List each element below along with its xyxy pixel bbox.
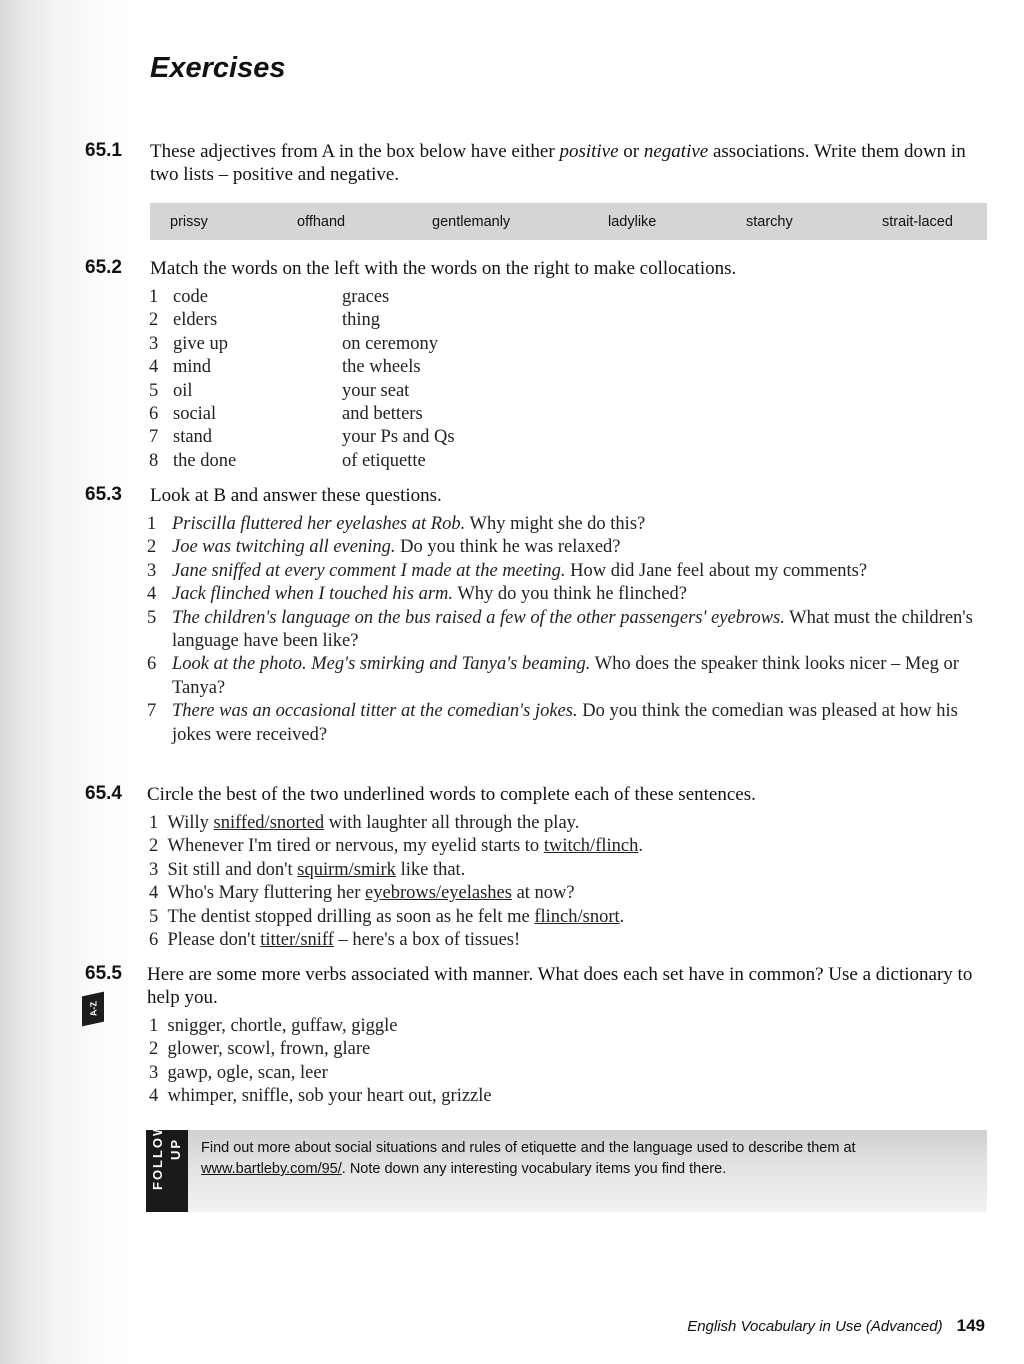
- verb-set-item: 1 snigger, chortle, guffaw, giggle: [149, 1016, 398, 1036]
- dictionary-icon: A-Z: [82, 992, 104, 1027]
- page-title: Exercises: [150, 52, 286, 84]
- word-box-item: gentlemanly: [432, 213, 511, 230]
- book-title: English Vocabulary in Use (Advanced): [687, 1318, 943, 1335]
- exercise-65-3-instruction: Look at B and answer these questions.: [150, 485, 442, 506]
- exercise-65-4-instruction: Circle the best of the two underlined words to complete each of these sentences.: [147, 784, 756, 805]
- sentence-item: 4 Who's Mary fluttering her eyebrows/eyelashes at now?: [149, 883, 575, 904]
- match-row: 6 social and betters: [149, 403, 423, 424]
- verb-set-list: [149, 1015, 492, 1109]
- question-item: 1 Priscilla fluttered her eyelashes at Rob. Why might she do this?: [147, 514, 646, 534]
- word-box-item: ladylike: [608, 213, 657, 230]
- question-item: 2 Joe was twitching all evening. Do you think he was relaxed?: [147, 537, 621, 558]
- word-box-item: starchy: [746, 213, 793, 230]
- exercise-65-5-instruction: Here are some more verbs associated with manner. What does each set have in common? Use a dictionary to help you.: [147, 964, 973, 1008]
- word-box-item: prissy: [170, 213, 208, 230]
- exercise-number-65-5: 65.5: [85, 963, 122, 984]
- exercise-65-1-instruction: These adjectives from A in the box below have either positive or negative associations. Write them down in two lists – positive and negative.: [150, 141, 966, 185]
- exercise-number-65-2: 65.2: [85, 257, 122, 278]
- match-row: 7 stand your Ps and Qs: [149, 427, 455, 448]
- follow-up-text: Find out more about social situations and rules of etiquette and the language used to describe them at www.bartleby.com/95/. Note down any interesting vocabulary items you find there.: [201, 1140, 856, 1177]
- follow-up-box: [146, 1121, 987, 1212]
- question-item: 7 There was an occasional titter at the comedian's jokes. Do you think the comedian was pleased at how his jokes were received?: [147, 701, 958, 745]
- exercise-number-65-1: 65.1: [85, 140, 122, 161]
- question-item: 3 Jane sniffed at every comment I made at the meeting. How did Jane feel about my comments?: [147, 560, 868, 581]
- match-row: 2 elders thing: [149, 310, 381, 331]
- match-row: 4 mind the wheels: [149, 357, 421, 378]
- page-footer: [600, 1316, 985, 1336]
- match-row: 5 oil your seat: [149, 380, 410, 401]
- page-gutter-shadow: [0, 0, 130, 1364]
- word-box-item: strait-laced: [882, 213, 953, 230]
- page-number: 149: [956, 1316, 985, 1335]
- sentence-item: 6 Please don't titter/sniff – here's a box of tissues!: [149, 930, 521, 951]
- exercise-65-2-instruction: Match the words on the left with the words on the right to make collocations.: [150, 258, 737, 279]
- follow-up-link[interactable]: www.bartleby.com/95/: [201, 1161, 342, 1177]
- follow-up-label: FOLLOW UP: [146, 1130, 188, 1212]
- match-row: 8 the done of etiquette: [149, 450, 426, 471]
- collocation-match-table: [149, 286, 549, 473]
- sentence-item: 5 The dentist stopped drilling as soon as he felt me flinch/snort.: [149, 906, 625, 927]
- word-box-item: offhand: [297, 213, 346, 230]
- exercise-number-65-4: 65.4: [85, 783, 122, 804]
- adjective-word-box: [150, 203, 987, 240]
- question-list: [147, 513, 987, 747]
- verb-set-item: 4 whimper, sniffle, sob your heart out, grizzle: [149, 1086, 492, 1107]
- sentence-item: 1 Willy sniffed/snorted with laughter all through the play.: [149, 813, 580, 833]
- question-item: 4 Jack flinched when I touched his arm. Why do you think he flinched?: [147, 584, 687, 605]
- match-row: 3 give up on ceremony: [149, 333, 439, 354]
- verb-set-item: 3 gawp, ogle, scan, leer: [149, 1062, 328, 1083]
- question-item: 5 The children's language on the bus raised a few of the other passengers' eyebrows. What must the children's language have been like?: [147, 607, 973, 652]
- match-row: 1 code graces: [149, 287, 390, 307]
- verb-set-item: 2 glower, scowl, frown, glare: [149, 1039, 371, 1060]
- sentence-list: [149, 812, 643, 952]
- sentence-item: 2 Whenever I'm tired or nervous, my eyelid starts to twitch/flinch.: [149, 836, 643, 857]
- exercise-number-65-3: 65.3: [85, 484, 122, 505]
- sentence-item: 3 Sit still and don't squirm/smirk like that.: [149, 859, 466, 880]
- question-item: 6 Look at the photo. Meg's smirking and Tanya's beaming. Who does the speaker think looks nicer – Meg or Tanya?: [147, 654, 959, 698]
